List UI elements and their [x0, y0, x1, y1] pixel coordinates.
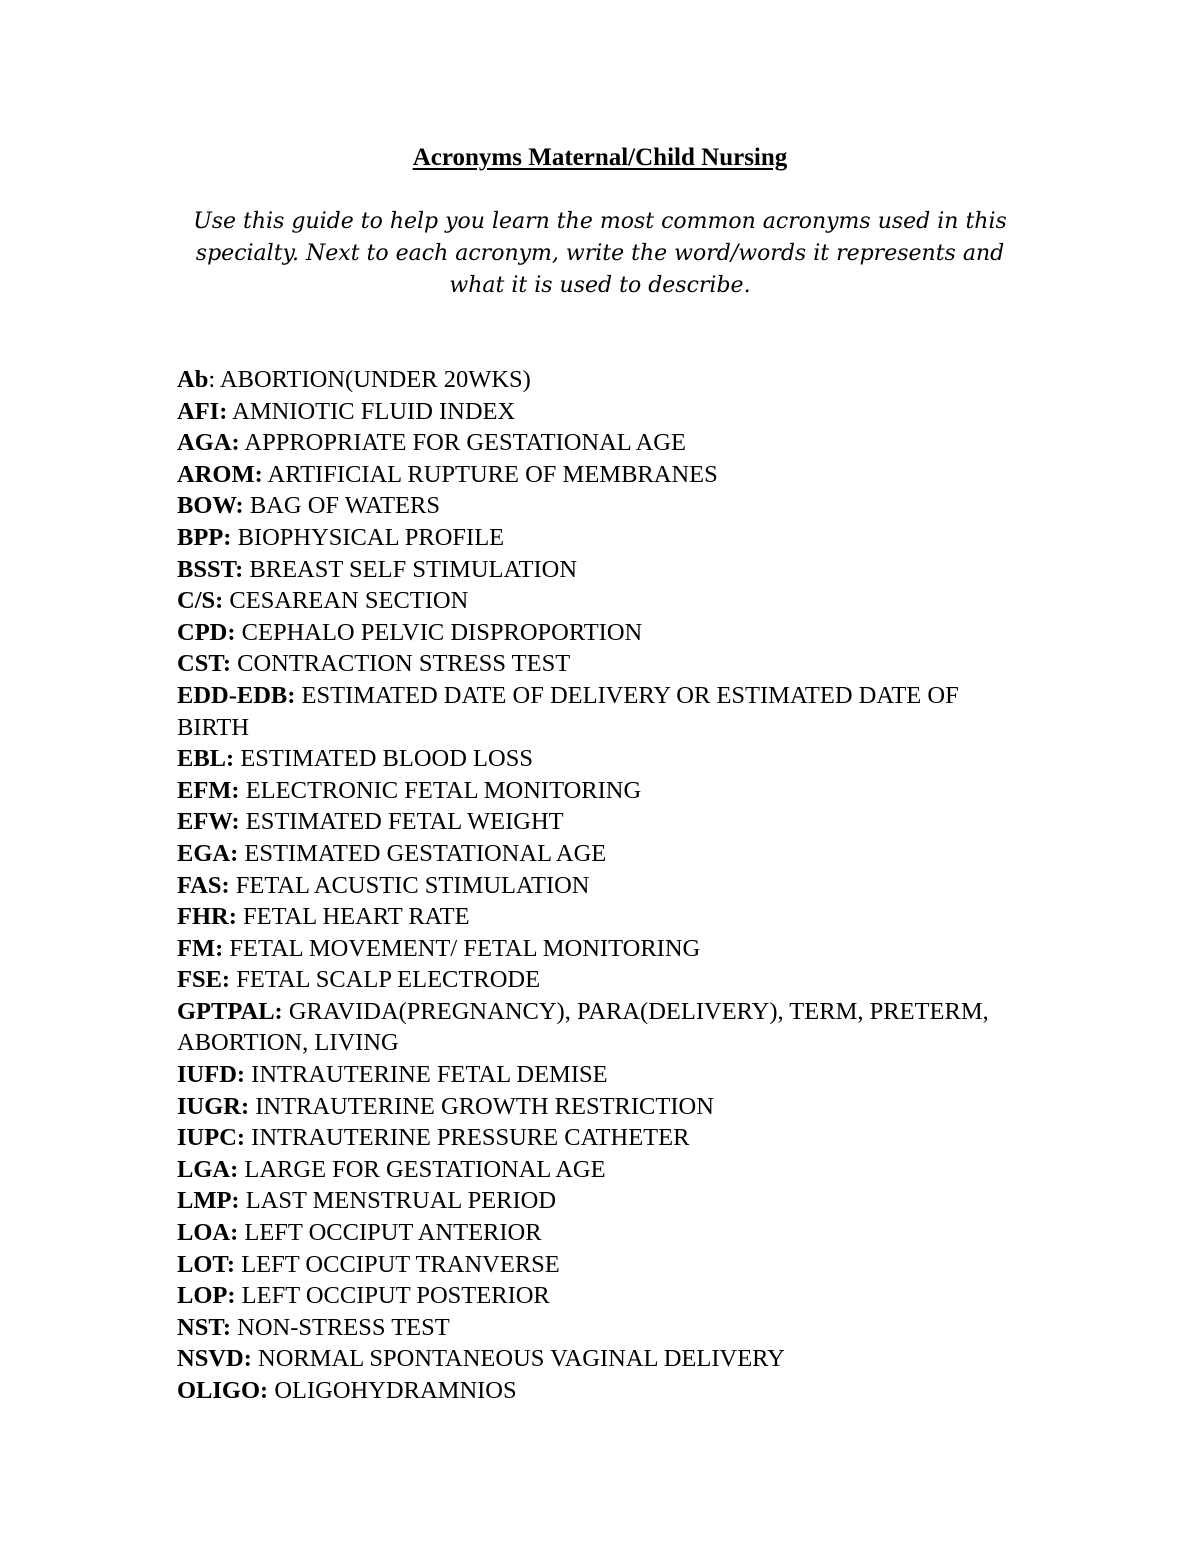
- acronym-definition: ESTIMATED DATE OF DELIVERY OR ESTIMATED DATE OF BIRTH: [177, 681, 959, 741]
- acronym-definition: CESAREAN SECTION: [229, 587, 469, 615]
- acronym-abbreviation: CPD:: [177, 618, 236, 646]
- acronym-definition: ESTIMATED GESTATIONAL AGE: [244, 839, 607, 867]
- acronym-abbreviation: CST:: [177, 650, 232, 678]
- acronym-entry: [177, 1249, 997, 1281]
- acronym-definition: INTRAUTERINE GROWTH RESTRICTION: [255, 1092, 714, 1120]
- acronym-entry: [177, 1059, 997, 1091]
- acronym-definition: BIOPHYSICAL PROFILE: [237, 523, 505, 551]
- acronym-entry: [177, 1280, 997, 1312]
- acronym-entry: [177, 1154, 997, 1186]
- acronym-abbreviation: EDD-EDB:: [177, 681, 296, 709]
- acronym-entry: [177, 1217, 997, 1249]
- acronym-definition: CEPHALO PELVIC DISPROPORTION: [241, 618, 643, 646]
- acronym-entry: [177, 964, 997, 996]
- acronym-entry: [177, 901, 997, 933]
- intro-instructions: Use this guide to help you learn the most common acronyms used in this specialty. Next to each acronym, write the word/words it represents and what it is used to describe.: [193, 209, 1007, 298]
- acronym-definition: LEFT OCCIPUT ANTERIOR: [244, 1219, 542, 1247]
- acronym-definition: LAST MENSTRUAL PERIOD: [245, 1187, 557, 1215]
- acronym-definition: INTRAUTERINE FETAL DEMISE: [251, 1061, 608, 1089]
- acronym-entry: [177, 1375, 997, 1407]
- acronym-definition: CONTRACTION STRESS TEST: [237, 650, 571, 678]
- acronym-definition: AMNIOTIC FLUID INDEX: [232, 397, 516, 425]
- acronym-entry: [177, 364, 997, 396]
- acronym-entry: [177, 585, 997, 617]
- acronym-entry: [177, 775, 997, 807]
- acronym-entry: [177, 427, 997, 459]
- acronym-definition: INTRAUTERINE PRESSURE CATHETER: [251, 1124, 690, 1152]
- acronym-abbreviation: AROM:: [177, 460, 263, 488]
- acronym-entry: [177, 806, 997, 838]
- acronym-abbreviation: LGA:: [177, 1155, 239, 1183]
- acronym-abbreviation: IUPC:: [177, 1124, 246, 1152]
- acronym-definition: ELECTRONIC FETAL MONITORING: [245, 776, 642, 804]
- acronym-entry: [177, 617, 997, 649]
- acronym-list: [177, 364, 997, 1407]
- acronym-abbreviation: BPP:: [177, 523, 232, 551]
- acronym-definition: GRAVIDA(PREGNANCY), PARA(DELIVERY), TERM, PRETERM, ABORTION, LIVING: [177, 997, 989, 1057]
- acronym-abbreviation: Ab: [177, 366, 209, 393]
- acronym-definition: BAG OF WATERS: [249, 492, 440, 520]
- acronym-abbreviation: LOA:: [177, 1219, 239, 1247]
- acronym-abbreviation: LOP:: [177, 1282, 236, 1310]
- acronym-definition: ESTIMATED FETAL WEIGHT: [245, 808, 564, 836]
- acronym-entry: [177, 870, 997, 902]
- acronym-abbreviation: EGA:: [177, 839, 239, 867]
- acronym-definition: ABORTION(UNDER 20WKS): [219, 366, 531, 393]
- acronym-entry: [177, 1312, 997, 1344]
- acronym-abbreviation: EFW:: [177, 808, 240, 836]
- acronym-definition: BREAST SELF STIMULATION: [249, 555, 578, 583]
- acronym-entry: [177, 648, 997, 680]
- acronym-definition: NON-STRESS TEST: [237, 1313, 450, 1341]
- acronym-abbreviation: EFM:: [177, 776, 240, 804]
- acronym-entry: [177, 838, 997, 870]
- acronym-abbreviation: IUFD:: [177, 1061, 246, 1089]
- acronym-abbreviation: OLIGO:: [177, 1377, 269, 1404]
- acronym-entry: [177, 1091, 997, 1123]
- acronym-abbreviation: FHR:: [177, 903, 237, 931]
- page-title: Acronyms Maternal/Child Nursing: [412, 144, 788, 171]
- acronym-abbreviation: GPTPAL:: [177, 997, 283, 1025]
- acronym-entry: [177, 554, 997, 586]
- acronym-separator: :: [208, 366, 220, 393]
- acronym-abbreviation: AFI:: [177, 397, 228, 425]
- acronym-entry: [177, 933, 997, 965]
- acronym-definition: LEFT OCCIPUT TRANVERSE: [241, 1250, 560, 1278]
- acronym-abbreviation: BSST:: [177, 555, 244, 583]
- acronym-entry: [177, 1185, 997, 1217]
- acronym-abbreviation: FSE:: [177, 966, 231, 994]
- acronym-definition: FETAL ACUSTIC STIMULATION: [235, 871, 590, 899]
- acronym-abbreviation: LMP:: [177, 1187, 240, 1215]
- acronym-definition: FETAL MOVEMENT/ FETAL MONITORING: [229, 934, 701, 962]
- acronym-abbreviation: EBL:: [177, 745, 235, 773]
- acronym-entry: [177, 996, 997, 1059]
- acronym-abbreviation: FAS:: [177, 871, 230, 899]
- acronym-abbreviation: FM:: [177, 934, 224, 962]
- acronym-definition: NORMAL SPONTANEOUS VAGINAL DELIVERY: [258, 1345, 785, 1373]
- acronym-definition: FETAL SCALP ELECTRODE: [236, 966, 541, 994]
- acronym-entry: [177, 680, 997, 743]
- acronym-entry: [177, 522, 997, 554]
- acronym-abbreviation: AGA:: [177, 429, 240, 457]
- acronym-abbreviation: NSVD:: [177, 1345, 252, 1373]
- acronym-definition: ARTIFICIAL RUPTURE OF MEMBRANES: [267, 460, 718, 488]
- acronym-definition: APPROPRIATE FOR GESTATIONAL AGE: [244, 429, 686, 457]
- acronym-definition: LARGE FOR GESTATIONAL AGE: [244, 1155, 606, 1183]
- acronym-definition: FETAL HEART RATE: [243, 903, 470, 931]
- acronym-entry: [177, 743, 997, 775]
- acronym-definition: OLIGOHYDRAMNIOS: [274, 1377, 517, 1404]
- acronym-abbreviation: BOW:: [177, 492, 244, 520]
- acronym-entry: [177, 1122, 997, 1154]
- acronym-entry: [177, 1343, 997, 1375]
- acronym-entry: [177, 490, 997, 522]
- acronym-abbreviation: LOT:: [177, 1250, 236, 1278]
- acronym-definition: LEFT OCCIPUT POSTERIOR: [241, 1282, 550, 1310]
- acronym-abbreviation: IUGR:: [177, 1092, 250, 1120]
- acronym-definition: ESTIMATED BLOOD LOSS: [240, 745, 533, 773]
- acronym-entry: [177, 459, 997, 491]
- acronym-entry: [177, 396, 997, 428]
- acronym-abbreviation: C/S:: [177, 587, 224, 615]
- acronym-abbreviation: NST:: [177, 1313, 232, 1341]
